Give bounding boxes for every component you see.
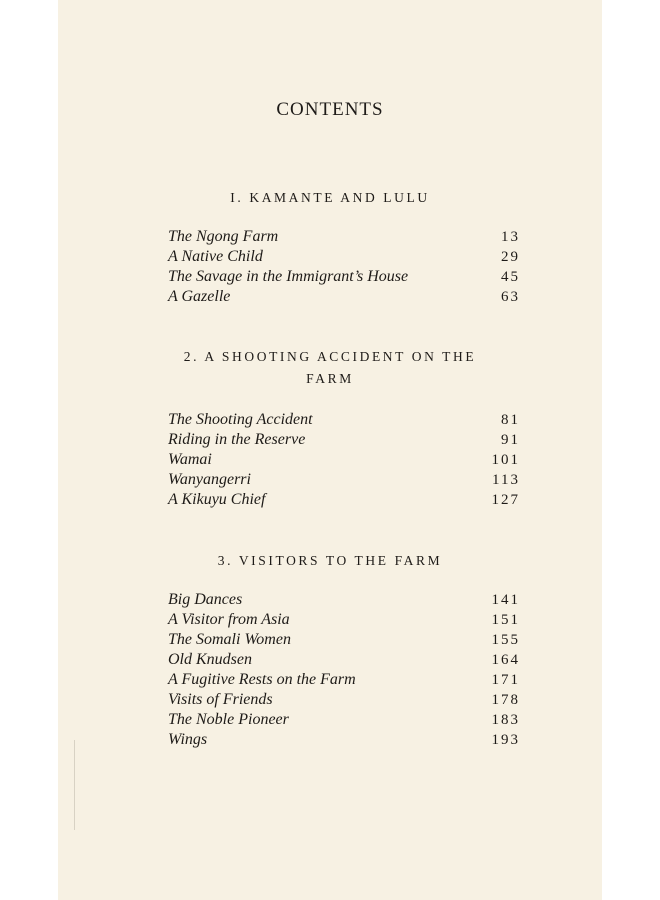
entry-page: 45	[501, 269, 520, 285]
entry-title: A Kikuyu Chief	[168, 491, 266, 508]
section-heading: I. KAMANTE AND LULU	[230, 190, 430, 205]
section-1	[58, 187, 602, 209]
section-2	[58, 346, 602, 390]
toc-entry[interactable]	[168, 490, 520, 510]
entry-page: 193	[491, 732, 520, 748]
entry-page: 81	[501, 412, 520, 428]
toc-entry[interactable]	[168, 267, 520, 287]
entry-page: 178	[491, 692, 520, 708]
section-heading: 3. VISITORS TO THE FARM	[217, 553, 443, 568]
toc-entry[interactable]	[168, 630, 520, 650]
toc-entry[interactable]	[168, 650, 520, 670]
entry-title: Visits of Friends	[168, 691, 273, 708]
toc-entry[interactable]	[168, 247, 520, 267]
toc-entry[interactable]	[168, 710, 520, 730]
section-2-entries	[168, 410, 520, 510]
toc-entry[interactable]	[168, 450, 520, 470]
toc-entry[interactable]	[168, 730, 520, 750]
toc-entry[interactable]	[168, 690, 520, 710]
entry-title: The Savage in the Immigrant’s House	[168, 268, 409, 285]
entry-title: The Shooting Accident	[168, 411, 313, 428]
toc-entry[interactable]	[168, 287, 520, 307]
entry-title: The Noble Pioneer	[168, 711, 289, 728]
page-edge-mark	[74, 740, 75, 830]
entry-title: Riding in the Reserve	[168, 431, 306, 448]
entry-title: Big Dances	[168, 591, 243, 608]
section-1-entries	[168, 227, 520, 307]
entry-page: 127	[491, 492, 520, 508]
entry-page: 164	[491, 652, 520, 668]
entry-title: A Gazelle	[168, 288, 231, 305]
entry-title: Wamai	[168, 451, 212, 468]
entry-page: 101	[491, 452, 520, 468]
toc-entry[interactable]	[168, 610, 520, 630]
section-heading-line-1: 2. A SHOOTING ACCIDENT ON THE	[183, 349, 477, 364]
entry-title: A Visitor from Asia	[168, 611, 290, 628]
section-3	[58, 550, 602, 572]
entry-title: A Native Child	[168, 248, 263, 265]
book-page	[58, 0, 602, 900]
entry-page: 183	[491, 712, 520, 728]
entry-page: 113	[492, 472, 520, 488]
entry-page: 63	[501, 289, 520, 305]
entry-page: 171	[491, 672, 520, 688]
entry-title: Wanyangerri	[168, 471, 251, 488]
toc-entry[interactable]	[168, 410, 520, 430]
entry-title: The Ngong Farm	[168, 228, 279, 245]
toc-entry[interactable]	[168, 670, 520, 690]
entry-title: Old Knudsen	[168, 651, 252, 668]
toc-entry[interactable]	[168, 470, 520, 490]
entry-page: 29	[501, 249, 520, 265]
entry-title: A Fugitive Rests on the Farm	[168, 671, 356, 688]
entry-title: Wings	[168, 731, 208, 748]
entry-page: 13	[501, 229, 520, 245]
toc-entry[interactable]	[168, 590, 520, 610]
entry-page: 141	[491, 592, 520, 608]
section-heading-line-2: FARM	[306, 371, 354, 386]
toc-entry[interactable]	[168, 430, 520, 450]
entry-page: 151	[491, 612, 520, 628]
section-3-entries	[168, 590, 520, 750]
page-title: CONTENTS	[276, 99, 384, 120]
entry-page: 91	[501, 432, 520, 448]
entry-page: 155	[491, 632, 520, 648]
entry-title: The Somali Women	[168, 631, 291, 648]
toc-entry[interactable]	[168, 227, 520, 247]
